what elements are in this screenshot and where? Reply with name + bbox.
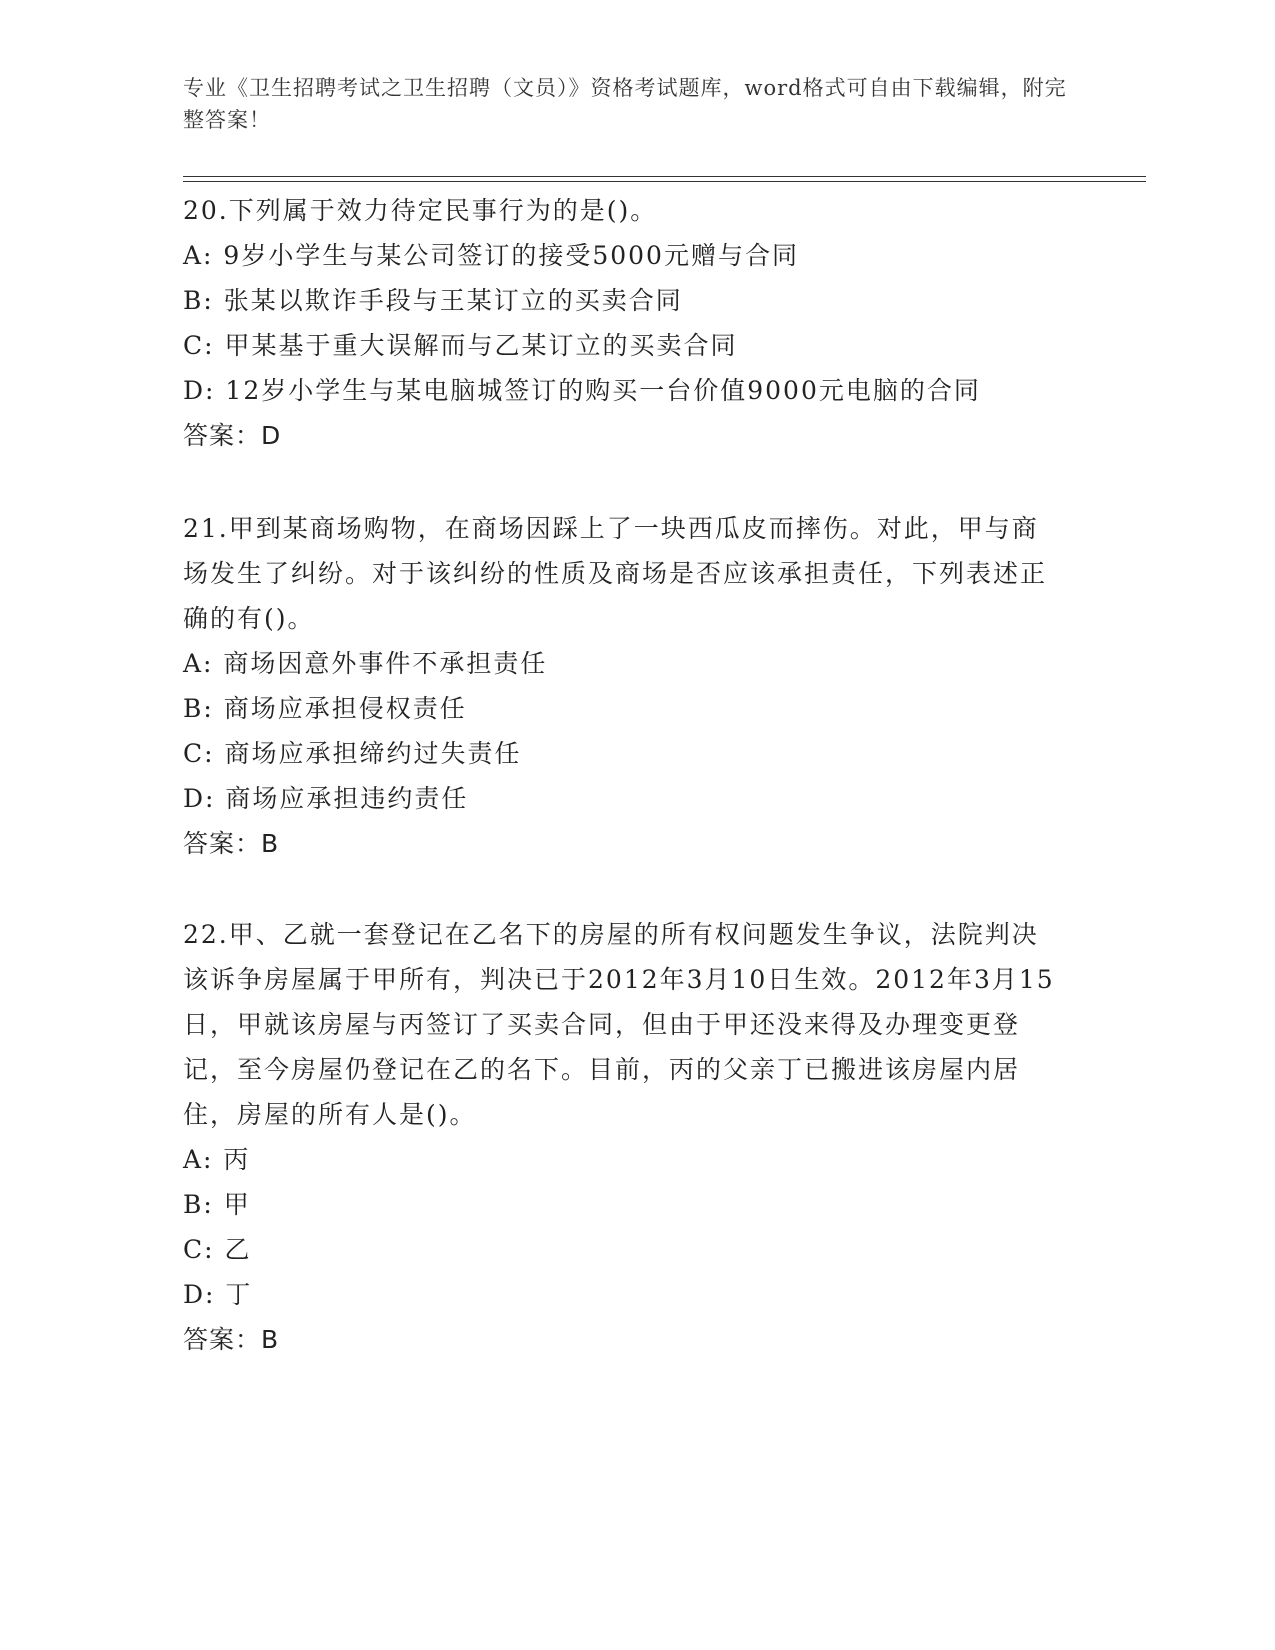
- option-a: A: 商场因意外事件不承担责任: [183, 649, 548, 678]
- question-stem: 21.甲到某商场购物，在商场因踩上了一块西瓜皮而摔伤。对此，甲与商场发生了纠纷。对于该纠纷的性质及商场是否应该承担责任，下列表述正确的有()。: [183, 514, 1048, 633]
- question-21: [183, 506, 1063, 866]
- option-b: B: 甲: [183, 1190, 251, 1219]
- option-d: D: 丁: [183, 1280, 253, 1309]
- document-header: 专业《卫生招聘考试之卫生招聘（文员）》资格考试题库，word格式可自由下载编辑，附完整答案！: [183, 76, 1067, 132]
- question-stem: 20.下列属于效力待定民事行为的是()。: [183, 196, 658, 225]
- option-a: A: 9岁小学生与某公司签订的接受5000元赠与合同: [183, 241, 799, 270]
- option-d: D: 12岁小学生与某电脑城签订的购买一台价值9000元电脑的合同: [183, 376, 981, 405]
- answer: 答案：D: [183, 421, 282, 450]
- answer: 答案：B: [183, 829, 280, 858]
- question-22: [183, 912, 1063, 1362]
- answer: 答案：B: [183, 1325, 280, 1354]
- option-b: B: 张某以欺诈手段与王某订立的买卖合同: [183, 286, 683, 315]
- option-b: B: 商场应承担侵权责任: [183, 694, 467, 723]
- option-c: C: 甲某基于重大误解而与乙某订立的买卖合同: [183, 331, 738, 360]
- option-a: A: 丙: [183, 1145, 251, 1174]
- option-c: C: 商场应承担缔约过失责任: [183, 739, 522, 768]
- header-divider-bottom: [183, 181, 1146, 182]
- question-stem: 22.甲、乙就一套登记在乙名下的房屋的所有权问题发生争议，法院判决该诉争房屋属于甲所有，判决已于2012年3月10日生效。2012年3月15日，甲就该房屋与丙签订了买卖合同，但由于甲还没来得及办理变更登记，至今房屋仍登记在乙的名下。目前，丙的父亲丁已搬进该房屋内居住，房屋的所有人是()。: [183, 920, 1055, 1129]
- option-d: D: 商场应承担违约责任: [183, 784, 469, 813]
- question-20: [183, 188, 1063, 458]
- header-divider-top: [183, 176, 1146, 177]
- option-c: C: 乙: [183, 1235, 252, 1264]
